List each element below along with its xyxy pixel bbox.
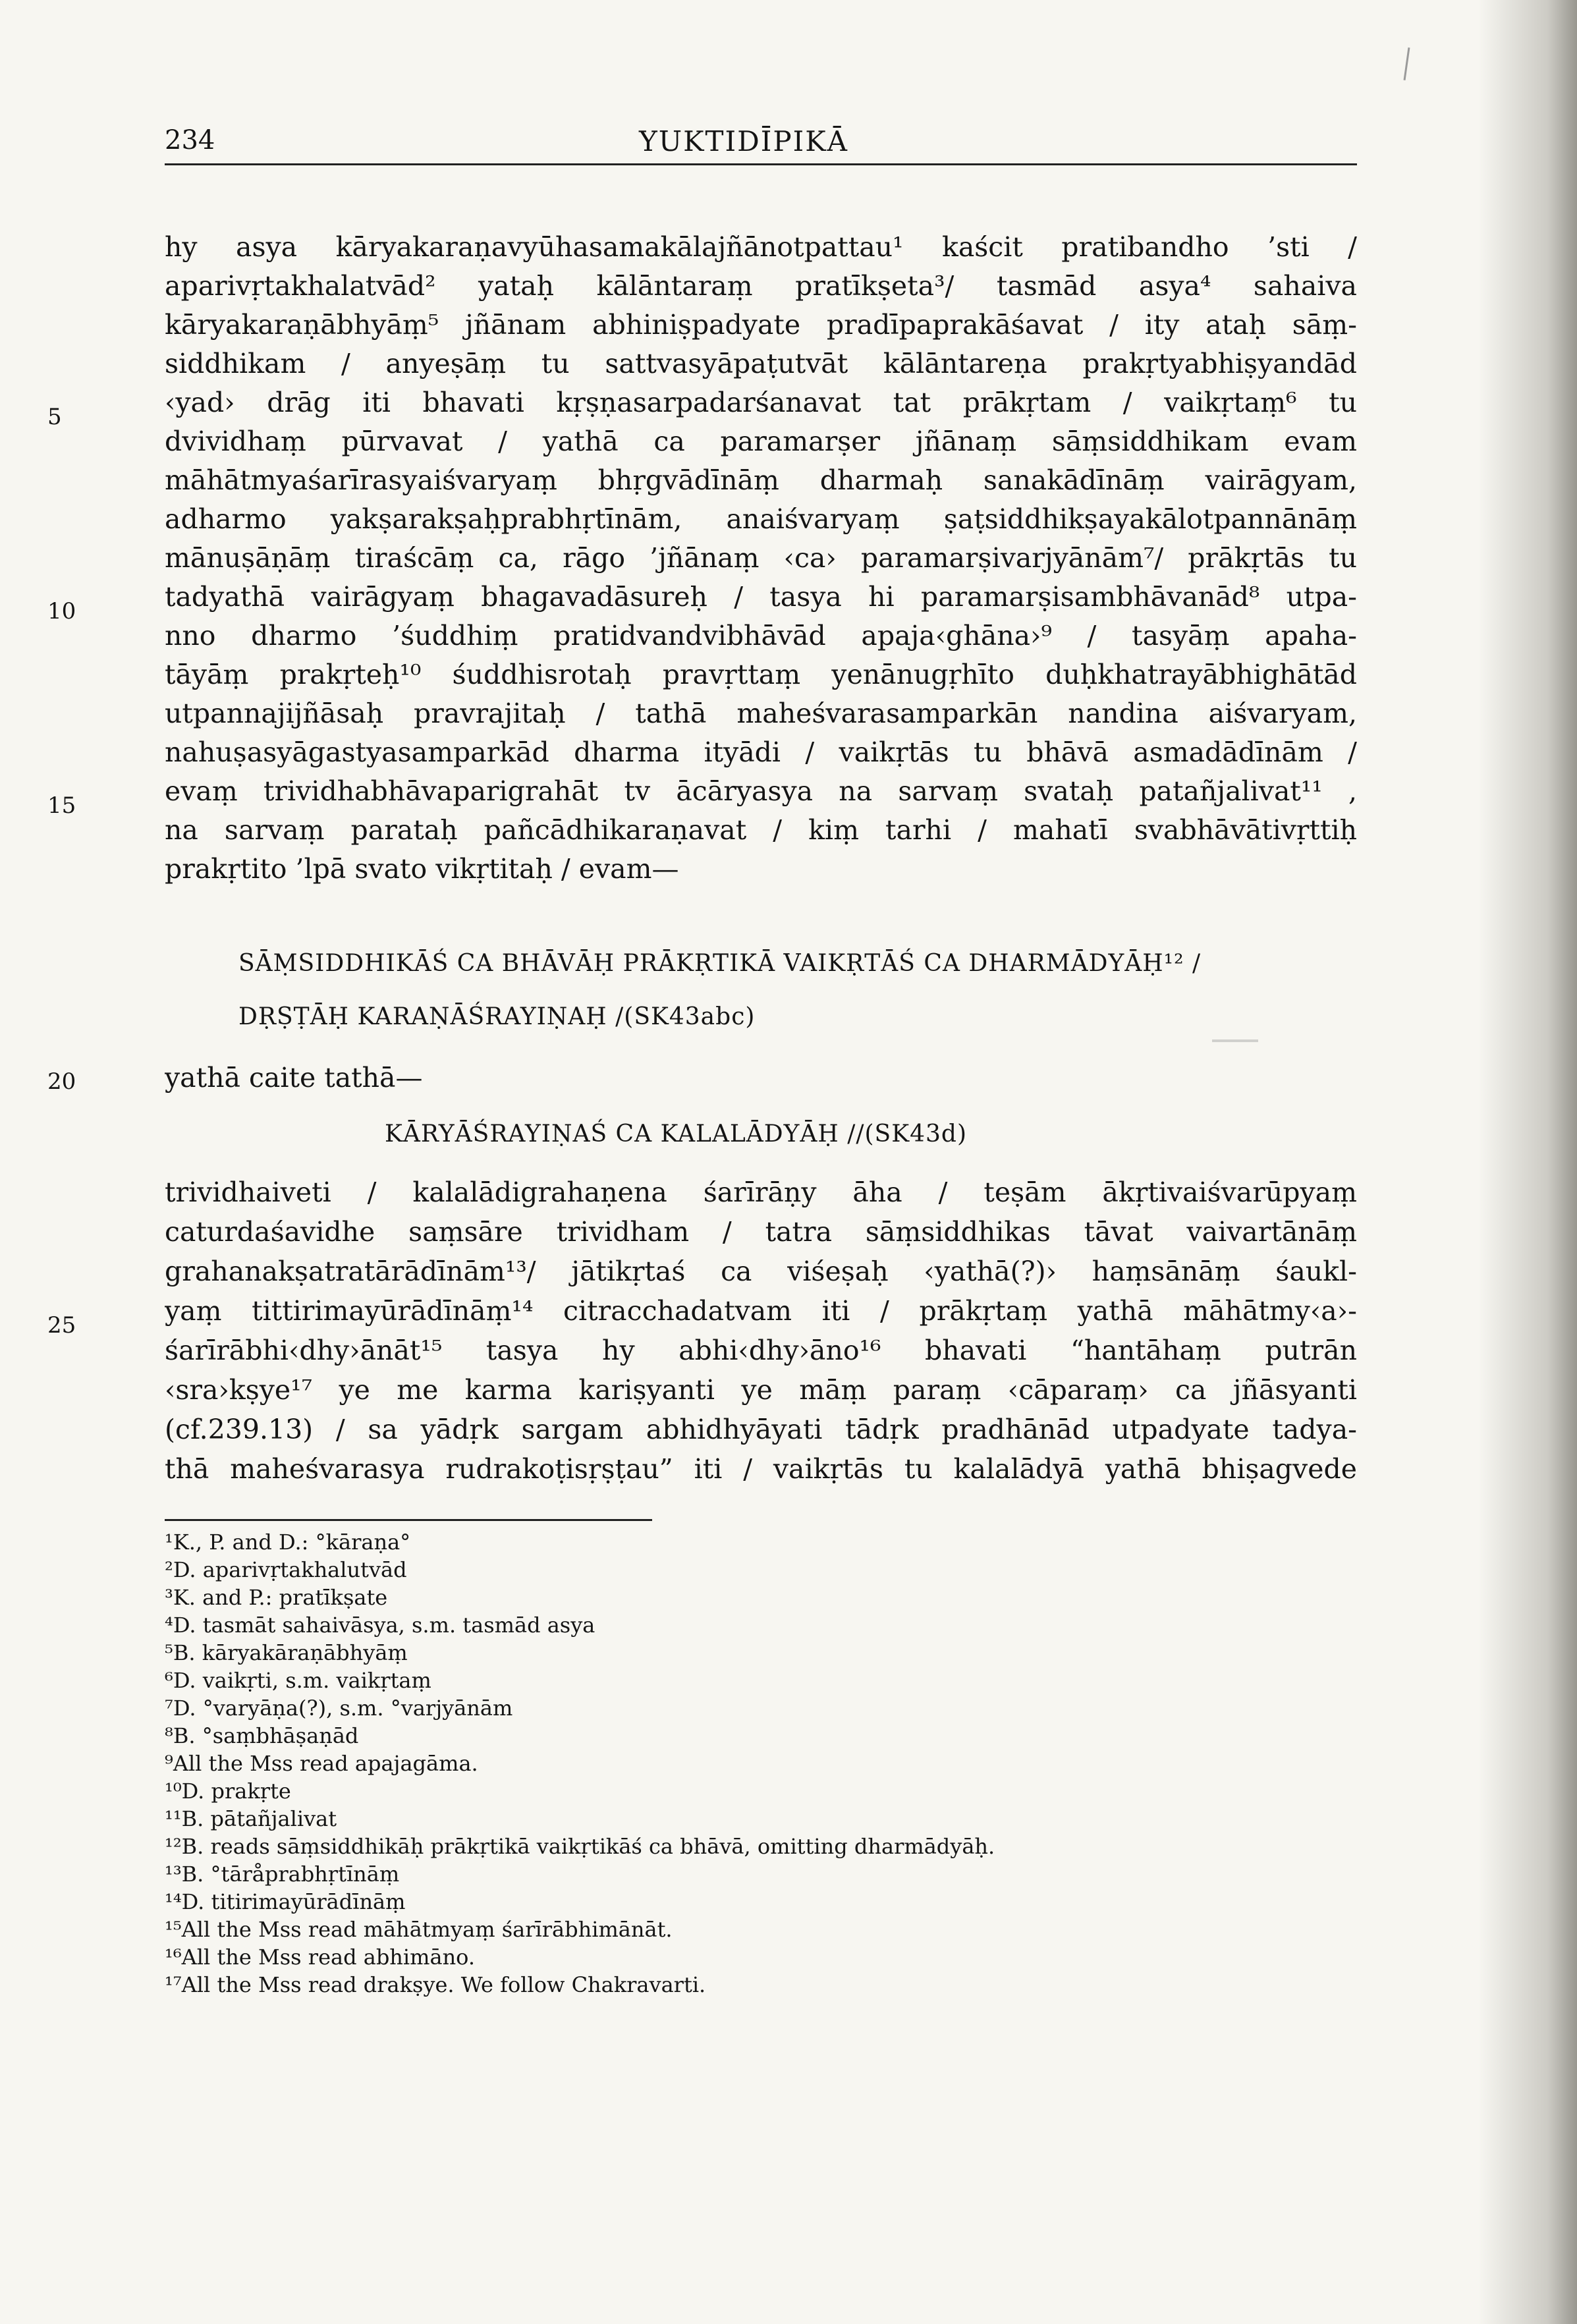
text-line-6: dvividhaṃ pūrvavat / yathā ca paramarṣer jñānaṃ sāṃsiddhikam evam (165, 426, 1357, 457)
line-number-5: 5 (47, 404, 62, 430)
footnote-14: ¹⁴D. titirimayūrādīnāṃ (165, 1889, 406, 1914)
footnote-9: ⁹All the Mss read apajagāma. (165, 1751, 478, 1776)
text-line-1: hy asya kāryakaraṇavyūhasamakālajñānotpattau¹ kaścit pratibandho ’sti / (165, 231, 1357, 263)
footnote-1: ¹K., P. and D.: °kāraṇa° (165, 1530, 411, 1555)
text-line-16: na sarvaṃ parataḥ pañcādhikaraṇavat / kiṃ tarhi / mahatī svabhāvātivṛttiḥ (165, 814, 1357, 846)
running-head: YUKTIDĪPIKĀ (639, 125, 848, 157)
text-line-25: yaṃ tittirimayūrādīnāṃ¹⁴ citracchadatvam iti / prākṛtaṃ yathā māhātmy‹a›- (165, 1295, 1357, 1327)
footnote-10: ¹⁰D. prakṛte (165, 1779, 291, 1804)
footnote-12: ¹²B. reads sāṃsiddhikāḥ prākṛtikā vaikṛtikāś ca bhāvā, omitting dharmādyāḥ. (165, 1834, 995, 1859)
text-line-8: adharmo yakṣarakṣaḥprabhṛtīnām, anaiśvaryaṃ ṣaṭsiddhikṣayakālotpannānāṃ (165, 503, 1357, 535)
text-line-29: thā maheśvarasya rudrakoṭisṛṣṭau” iti / vaikṛtās tu kalalādyā yathā bhiṣagvede (165, 1453, 1357, 1485)
footnote-11: ¹¹B. pātañjalivat (165, 1806, 337, 1831)
text-line-23: caturdaśavidhe saṃsāre trividham / tatra sāṃsiddhikas tāvat vaivartānāṃ (165, 1216, 1357, 1248)
verse-line-2: DṚṢṬĀḤ KARAṆĀŚRAYIṆAḤ /(SK43abc) (238, 1003, 756, 1030)
footnote-13: ¹³B. °tāråprabhṛtīnāṃ (165, 1862, 400, 1887)
text-line-20: yathā caite tathā— (165, 1062, 423, 1093)
footnote-7: ⁷D. °varyāṇa(?), s.m. °varjyānām (165, 1696, 513, 1721)
text-line-24: grahanakṣatratārādīnām¹³/ jātikṛtaś ca viśeṣaḥ ‹yathā(?)› haṃsānāṃ śaukl- (165, 1256, 1357, 1287)
line-number-15: 15 (47, 792, 76, 819)
text-line-28: (cf.239.13) / sa yādṛk sargam abhidhyāyati tādṛk pradhānād utpadyate tadya- (165, 1414, 1357, 1445)
footnote-8: ⁸B. °saṃbhāṣaṇād (165, 1723, 359, 1748)
footnote-rule (165, 1519, 652, 1521)
text-line-4: siddhikam / anyeṣāṃ tu sattvasyāpaṭutvāt kālāntareṇa prakṛtyabhiṣyandād (165, 348, 1357, 379)
verse-line-1: SĀṂSIDDHIKĀŚ CA BHĀVĀḤ PRĀKṚTIKĀ VAIKṚTĀŚ CA DHARMĀDYĀḤ¹² / (238, 950, 1202, 977)
text-line-3: kāryakaraṇābhyāṃ⁵ jñānam abhiniṣpadyate pradīpaprakāśavat / ity ataḥ sāṃ- (165, 309, 1357, 341)
text-line-26: śarīrābhi‹dhy›ānāt¹⁵ tasya hy abhi‹dhy›āno¹⁶ bhavati “hantāhaṃ putrān (165, 1335, 1357, 1366)
line-number-10: 10 (47, 598, 76, 624)
text-line-9: mānuṣāṇāṃ tiraścāṃ ca, rāgo ’jñānaṃ ‹ca› paramarṣivarjyānām⁷/ prākṛtās tu (165, 542, 1357, 574)
pencil-mark (1404, 47, 1410, 80)
text-line-2: aparivṛtakhalatvād² yataḥ kālāntaraṃ pratīkṣeta³/ tasmād asya⁴ sahaiva (165, 270, 1357, 302)
footnote-16: ¹⁶All the Mss read abhimāno. (165, 1945, 476, 1970)
text-line-5: ‹yad› drāg iti bhavati kṛṣṇasarpadarśanavat tat prākṛtam / vaikṛtaṃ⁶ tu (165, 387, 1357, 418)
footnote-4: ⁴D. tasmāt sahaivāsya, s.m. tasmād asya (165, 1613, 595, 1638)
text-line-14: nahuṣasyāgastyasamparkād dharma ityādi / vaikṛtās tu bhāvā asmadādīnām / (165, 736, 1357, 768)
line-number-25: 25 (47, 1312, 76, 1339)
text-line-17: prakṛtito ’lpā svato vikṛtitaḥ / evam— (165, 853, 679, 885)
line-number-20: 20 (47, 1068, 76, 1095)
page-number: 234 (165, 125, 215, 155)
text-line-7: māhātmyaśarīrasyaiśvaryaṃ bhṛgvādīnāṃ dharmaḥ sanakādīnāṃ vairāgyam, (165, 464, 1357, 496)
footnote-3: ³K. and P.: pratīkṣate (165, 1585, 388, 1610)
page-edge-shadow (1478, 0, 1577, 2324)
text-line-12: tāyāṃ prakṛteḥ¹⁰ śuddhisrotaḥ pravṛttaṃ yenānugṛhīto duḥkhatrayābhighātād (165, 659, 1357, 690)
text-line-11: nno dharmo ’śuddhiṃ pratidvandvibhāvād apaja‹ghāna›⁹ / tasyāṃ apaha- (165, 620, 1357, 651)
footnote-5: ⁵B. kāryakāraṇābhyāṃ (165, 1640, 408, 1665)
ink-speck (1212, 1039, 1258, 1042)
footnote-6: ⁶D. vaikṛti, s.m. vaikṛtaṃ (165, 1668, 431, 1693)
text-line-15: evaṃ trividhabhāvaparigrahāt tv ācāryasya na sarvaṃ svataḥ patañjalivat¹¹ , (165, 775, 1357, 807)
footnote-15: ¹⁵All the Mss read māhātmyaṃ śarīrābhimānāt. (165, 1917, 673, 1942)
text-line-22: trividhaiveti / kalalādigrahaṇena śarīrāṇy āha / teṣām ākṛtivaiśvarūpyaṃ (165, 1176, 1357, 1208)
text-line-13: utpannajijñāsaḥ pravrajitaḥ / tathā maheśvarasamparkān nandina aiśvaryam, (165, 698, 1357, 729)
footnote-17: ¹⁷All the Mss read drakṣye. We follow Chakravarti. (165, 1972, 706, 1997)
text-line-27: ‹sra›kṣye¹⁷ ye me karma kariṣyanti ye māṃ paraṃ ‹cāparaṃ› ca jñāsyanti (165, 1374, 1357, 1406)
header-rule (165, 163, 1357, 165)
verse-line-3: KĀRYĀŚRAYIṆAŚ CA KALALĀDYĀḤ //(SK43d) (385, 1120, 968, 1148)
footnote-2: ²D. aparivṛtakhalutvād (165, 1557, 407, 1582)
text-line-10: tadyathā vairāgyaṃ bhagavadāsureḥ / tasya hi paramarṣisambhāvanād⁸ utpa- (165, 581, 1357, 613)
